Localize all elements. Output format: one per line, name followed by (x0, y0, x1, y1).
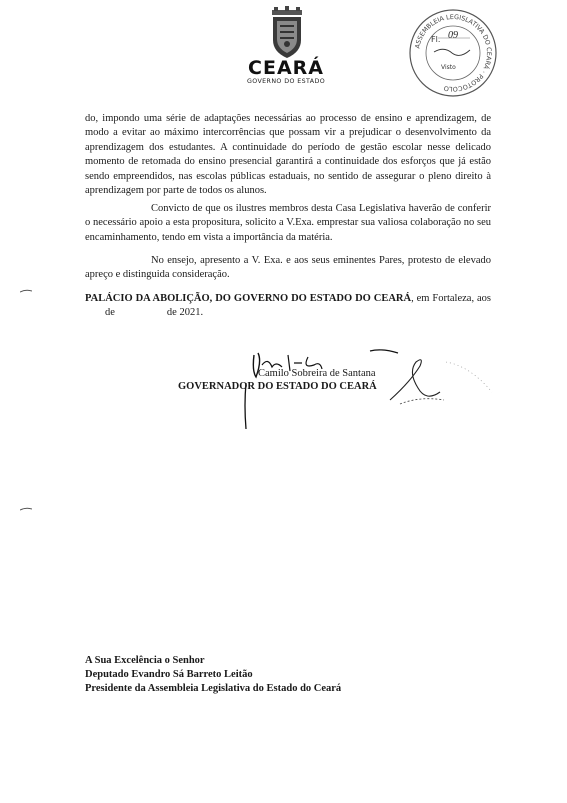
margin-mark (20, 289, 32, 293)
recipient-name: Deputado Evandro Sá Barreto Leitão (85, 669, 253, 681)
protocol-stamp (408, 8, 498, 98)
stamp-fl-label: Fl. (431, 35, 441, 44)
paragraph-3: No ensejo, apresento a V. Exa. e aos seus eminentes Pares, protesto de elevado apreço e distinguida consideração. (85, 255, 491, 281)
signatory-name: Camilo Sobreira de Santana (258, 368, 376, 379)
svg-text:ASSEMBLEIA LEGISLATIVA DO CEAR (413, 13, 493, 93)
paragraph-2: Convicto de que os ilustres membros desta Casa Legislativa haverão de conferir o necessário apoio a esta propositura, solicito a V.Exa. emprestar sua valiosa colaboração no seu encaminhamento, tendo em vista a importância da matéria. (85, 203, 491, 243)
closing-de: de (105, 307, 115, 319)
paragraph-1: do, impondo uma série de adaptações necessárias ao processo de ensino e aprendizagem, de modo a evitar ao máximo intercorrências que possam vir a prejudicar o desenvolvimento da aprendizagem dos estudantes. A continuidade do período de gestão escolar nesse delicado momento de retomada do ensino presencial garantirá a continuidade dos esforços que já estão sendo empreendidos, nas escolas públicas estaduais, no sentido de assegurar o pleno direito à aprendizagem por parte de todos os alunos. (85, 113, 491, 197)
closing-city: , em Fortaleza, aos (411, 293, 492, 304)
stamp-visto-label: Visto (441, 64, 456, 71)
palace-name: PALÁCIO DA ABOLIÇÃO, DO GOVERNO DO ESTADO DO CEARÁ (85, 293, 412, 304)
state-crest-icon (268, 6, 306, 60)
brand-subtitle: GOVERNO DO ESTADO (246, 78, 326, 85)
recipient-salutation: A Sua Excelência o Senhor (85, 655, 205, 666)
recipient-block (85, 654, 341, 697)
closing-place-date (85, 292, 491, 321)
recipient-role: Presidente da Assembleia Legislativa do Estado do Ceará (85, 683, 342, 695)
stamp-ring-text: ASSEMBLEIA LEGISLATIVA DO CEARÁ · PROTOCOLO (413, 12, 494, 94)
brand-name: CEARÁ (248, 57, 324, 79)
brand-block (232, 58, 340, 86)
signatory-title: GOVERNADOR DO ESTADO DO CEARÁ (178, 381, 377, 392)
margin-mark (20, 507, 32, 511)
stamp-sheet-number: 09 (448, 30, 458, 41)
closing-year: de 2021. (166, 307, 204, 319)
handwritten-initials (370, 352, 500, 412)
